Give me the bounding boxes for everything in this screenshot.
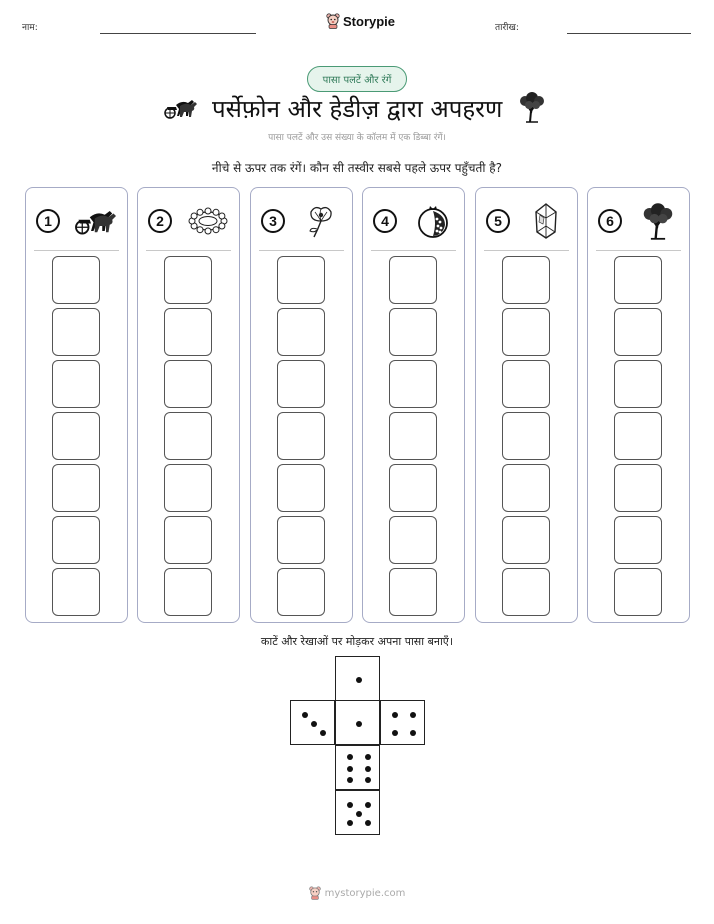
die-pip <box>347 820 353 826</box>
color-box[interactable] <box>502 412 550 460</box>
die-face-6 <box>335 745 380 790</box>
color-box[interactable] <box>502 464 550 512</box>
column-3 <box>250 187 353 623</box>
color-box[interactable] <box>614 464 662 512</box>
color-box[interactable] <box>277 256 325 304</box>
column-number: 2 <box>148 209 172 233</box>
column-divider <box>484 250 569 251</box>
die-pip <box>311 721 317 727</box>
column-6 <box>587 187 690 623</box>
die-pip <box>347 754 353 760</box>
column-number: 3 <box>261 209 285 233</box>
column-divider <box>259 250 344 251</box>
color-box[interactable] <box>164 360 212 408</box>
column-header <box>261 204 344 238</box>
color-box[interactable] <box>164 256 212 304</box>
die-pip <box>410 730 416 736</box>
color-box[interactable] <box>502 360 550 408</box>
die-pip <box>365 777 371 783</box>
column-header <box>486 204 569 238</box>
cut-instruction: काटें और रेखाओं पर मोड़कर अपना पासा बनाएँ। <box>260 635 454 648</box>
chariot-icon <box>73 203 119 239</box>
die-pip <box>392 730 398 736</box>
die-pip <box>347 766 353 772</box>
die-face-5 <box>335 790 380 835</box>
color-box[interactable] <box>502 256 550 304</box>
activity-badge: पासा पलटें और रंगें <box>307 66 407 92</box>
name-line[interactable] <box>100 33 256 34</box>
die-pip <box>365 766 371 772</box>
color-box[interactable] <box>164 308 212 356</box>
crystal-gem-icon <box>523 203 569 239</box>
die-pip <box>356 721 362 727</box>
color-box[interactable] <box>614 568 662 616</box>
color-box[interactable] <box>277 516 325 564</box>
instruction-text: नीचे से ऊपर तक रंगें। कौन सी तस्वीर सबसे पहले ऊपर पहुँचती है? <box>211 161 503 175</box>
column-divider <box>146 250 231 251</box>
bear-icon <box>326 13 340 29</box>
color-box[interactable] <box>389 256 437 304</box>
die-pip <box>392 712 398 718</box>
die-pip <box>347 802 353 808</box>
die-face-1 <box>335 700 380 745</box>
page-title: पर्सेफ़ोन और हेडीज़ द्वारा अपहरण <box>212 95 503 123</box>
color-box[interactable] <box>164 412 212 460</box>
chariot-icon <box>164 96 198 120</box>
color-box[interactable] <box>389 360 437 408</box>
die-pip <box>365 820 371 826</box>
color-box[interactable] <box>277 412 325 460</box>
color-box[interactable] <box>52 360 100 408</box>
die-pip <box>347 777 353 783</box>
die-face-4 <box>380 700 425 745</box>
color-box[interactable] <box>277 464 325 512</box>
footer-url[interactable]: mystorypie.com <box>324 887 406 899</box>
color-box[interactable] <box>389 516 437 564</box>
color-box[interactable] <box>614 412 662 460</box>
poppy-flower-icon <box>298 203 344 239</box>
column-4 <box>362 187 465 623</box>
color-box[interactable] <box>389 308 437 356</box>
color-box[interactable] <box>52 256 100 304</box>
column-number: 4 <box>373 209 397 233</box>
die-pip <box>320 730 326 736</box>
color-box[interactable] <box>614 516 662 564</box>
footer <box>0 886 714 900</box>
color-box[interactable] <box>52 516 100 564</box>
column-divider <box>596 250 681 251</box>
die-pip <box>356 677 362 683</box>
color-box[interactable] <box>614 308 662 356</box>
column-header <box>598 204 681 238</box>
color-box[interactable] <box>614 256 662 304</box>
color-box[interactable] <box>277 360 325 408</box>
date-label: तारीख: <box>495 23 519 33</box>
color-box[interactable] <box>614 360 662 408</box>
color-box[interactable] <box>389 568 437 616</box>
color-box[interactable] <box>52 308 100 356</box>
color-box[interactable] <box>52 464 100 512</box>
color-box[interactable] <box>52 568 100 616</box>
column-divider <box>34 250 119 251</box>
die-face-1 <box>335 656 380 701</box>
die-pip <box>302 712 308 718</box>
color-box[interactable] <box>502 516 550 564</box>
column-5 <box>475 187 578 623</box>
die-pip <box>365 754 371 760</box>
die-pip <box>410 712 416 718</box>
tree-icon <box>635 203 681 239</box>
flower-wreath-icon <box>185 203 231 239</box>
die-pip <box>356 811 362 817</box>
color-box[interactable] <box>277 308 325 356</box>
tree-icon <box>517 91 547 123</box>
column-divider <box>371 250 456 251</box>
storypie-logo <box>326 13 395 29</box>
color-box[interactable] <box>52 412 100 460</box>
column-number: 5 <box>486 209 510 233</box>
color-box[interactable] <box>389 464 437 512</box>
column-number: 6 <box>598 209 622 233</box>
color-box[interactable] <box>389 412 437 460</box>
color-box[interactable] <box>277 568 325 616</box>
die-pip <box>365 802 371 808</box>
column-number: 1 <box>36 209 60 233</box>
name-label: नाम: <box>22 23 38 33</box>
column-1 <box>25 187 128 623</box>
column-header <box>148 204 231 238</box>
date-line[interactable] <box>567 33 691 34</box>
die-face-3 <box>290 700 335 745</box>
brand-name: Storypie <box>343 13 396 29</box>
subtitle: पासा पलटें और उस संख्या के कॉलम में एक डिब्बा रंगें। <box>268 133 446 143</box>
bear-icon <box>309 886 321 900</box>
color-box[interactable] <box>164 568 212 616</box>
color-box[interactable] <box>502 308 550 356</box>
column-header <box>373 204 456 238</box>
color-box[interactable] <box>164 464 212 512</box>
pomegranate-icon <box>410 203 456 239</box>
column-header <box>36 204 119 238</box>
color-box[interactable] <box>164 516 212 564</box>
color-box[interactable] <box>502 568 550 616</box>
column-2 <box>137 187 240 623</box>
